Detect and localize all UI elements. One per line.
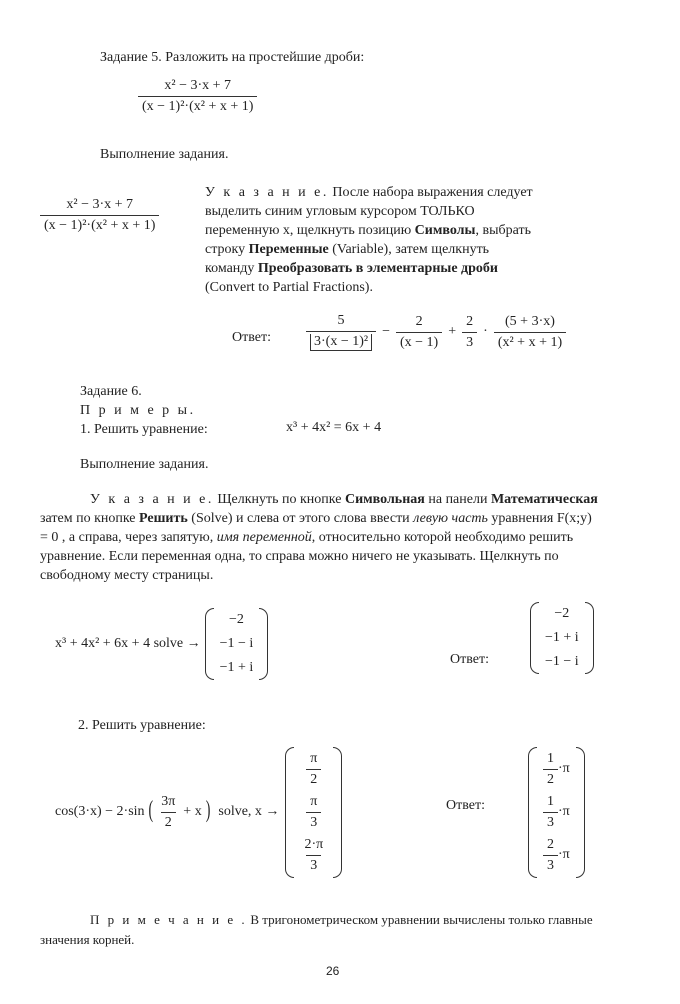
answer2-cell [543, 837, 570, 874]
task6-header [80, 382, 208, 439]
answer2-den: 2 [543, 769, 558, 788]
task6-hint [40, 490, 600, 585]
task6-equation1: x³ + 4x² = 6x + 4 [286, 420, 382, 435]
hint-line1: После набора выражения следует [328, 185, 533, 200]
task5-copy-numerator: x² − 3·x + 7 [66, 197, 134, 212]
answer2-suffix: ·π [558, 847, 570, 862]
task5-execution: Выполнение задания. [100, 147, 229, 162]
task5-copy-denominator: (x − 1)²·(x² + x + 1) [40, 215, 159, 234]
hint-line4-end: (Variable), затем щелкнуть [328, 242, 490, 257]
dot-sign: · [483, 324, 488, 339]
hint-solve: Решить [139, 511, 188, 526]
answer1-vector [530, 602, 594, 674]
answer1-vector-wrap [530, 602, 594, 679]
solve2-lhs: cos(3·x) − 2·sin [55, 804, 145, 819]
answer1-cell: −1 − i [545, 654, 579, 669]
answer-term3-num: 2 [466, 313, 474, 329]
note [40, 910, 593, 950]
solve2-solve: solve, x → [218, 804, 280, 819]
answer2-num: 1 [547, 750, 554, 766]
hint-text-e: затем по кнопке [40, 511, 140, 526]
answer2-suffix: ·π [558, 804, 570, 819]
hint-symbols: Символы [414, 223, 476, 238]
answer2-cell [543, 751, 570, 788]
hint-variable-name: имя переменной [216, 530, 312, 545]
hint-text-c: на панели [424, 492, 488, 507]
answer1-label: Ответ: [450, 652, 489, 667]
hint-line4: строку [205, 242, 249, 257]
page-number: 26 [326, 964, 340, 978]
answer-term4-num: (5 + 3·x) [505, 313, 555, 329]
answer2-suffix: ·π [558, 761, 570, 776]
answer1-cell: −2 [554, 606, 570, 621]
task6-execution: Выполнение задания. [80, 457, 209, 472]
hint-text-k: , относительно которой необходимо решить уравнение. Если переменная одна, то справа можно ничего не указывать. Щелкнуть по свободному месту страницы. [40, 530, 574, 583]
answer2-den: 3 [543, 855, 558, 874]
solve2-frac-num: 3π [161, 793, 176, 809]
task5-hint [205, 183, 533, 297]
hint-line6: (Convert to Partial Fractions). [205, 280, 373, 295]
hint-left-part: левую часть [413, 511, 488, 526]
task6-item2: 2. Решить уравнение: [78, 718, 206, 733]
hint-math-panel: Математическая [490, 492, 598, 507]
hint-text-g: (Solve) и слева от этого слова ввести [187, 511, 414, 526]
answer2-cell [543, 794, 570, 831]
minus-sign: − [382, 324, 390, 339]
note-label: П р и м е ч а н и е . [90, 912, 248, 927]
hint-line2: выделить синим угловым курсором ТОЛЬКО [205, 204, 475, 219]
solve2-frac-den: 2 [161, 812, 176, 831]
answer2-vector [528, 747, 585, 878]
hint-line3: переменную x, щелкнуть позицию [205, 223, 415, 238]
task6-item1: 1. Решить уравнение: [80, 422, 208, 437]
answer-term1-den: 3·(x − 1)² [310, 334, 372, 351]
solve2-cell [306, 751, 321, 788]
solve1-expression [55, 608, 268, 680]
hint-command: Преобразовать в элементарные дроби [257, 261, 498, 276]
hint-line5: команду [205, 261, 258, 276]
answer1-cell: −1 + i [545, 630, 579, 645]
answer2-den: 3 [543, 812, 558, 831]
answer2-label: Ответ: [446, 798, 485, 813]
note-text2: значения корней. [40, 932, 135, 947]
task5-fraction [138, 78, 257, 115]
solve2-expression: cos(3·x) − 2·sin ( $\frac{3\pi}{2}$ + x ) solve, x → $\frac{\pi}{2}$ $\frac{\pi}{3}$ $\frac{2\cdot\pi}{3}$ [55, 737, 342, 887]
task5-answer-label: Ответ: [232, 330, 271, 345]
solve1-cell: −1 − i [219, 636, 254, 651]
solve2-num: π [310, 793, 318, 809]
task5-denominator: (x − 1)²·(x² + x + 1) [138, 96, 257, 115]
answer-term1-num: 5 [337, 313, 345, 328]
solve2-num: π [310, 750, 318, 766]
hint-label: У к а з а н и е. [205, 185, 329, 200]
answer2-vector-wrap [528, 737, 585, 887]
hint-line3-end: , выбрать [475, 223, 531, 238]
task5-heading: Задание 5. Разложить на простейшие дроби: [100, 50, 365, 65]
task6-hint-label: У к а з а н и е. [90, 492, 214, 507]
answer-term3-den: 3 [462, 332, 477, 351]
task6-heading: Задание 6. [80, 384, 142, 399]
solve1-cell: −1 + i [219, 660, 254, 675]
hint-text-a: Щелкнуть по кнопке [213, 492, 345, 507]
solve2-den: 2 [306, 769, 321, 788]
plus-sign: + [448, 324, 457, 339]
task5-fraction-copy [40, 197, 159, 234]
hint-variables: Переменные [248, 242, 329, 257]
solve2-den: 3 [306, 812, 321, 831]
hint-symbolic: Символьная [344, 492, 425, 507]
solve1-cell: −2 [229, 612, 244, 627]
answer2-num: 2 [547, 836, 554, 852]
solve1-lhs: x³ + 4x² + 6x + 4 solve → [55, 636, 201, 651]
task6-examples: П р и м е р ы. [80, 403, 196, 418]
answer-term4-den: (x² + x + 1) [494, 332, 566, 351]
task5-numerator: x² − 3·x + 7 [164, 78, 232, 93]
answer2-num: 1 [547, 793, 554, 809]
solve2-den: 3 [306, 855, 321, 874]
answer-term2-num: 2 [415, 313, 423, 329]
answer-term2-den: (x − 1) [396, 332, 442, 351]
note-text1: В тригонометрическом уравнении вычислены только главные [247, 912, 593, 927]
solve2-cell [300, 837, 327, 874]
solve2-num: 2·π [304, 836, 324, 852]
solve2-cell [306, 794, 321, 831]
hint-text-i: уравнения F(x;y) = 0 , а справа, через запятую, [40, 511, 592, 545]
solve2-result-vector [285, 747, 342, 878]
solve2-plus-x: + x [183, 804, 202, 819]
task5-answer [306, 313, 566, 351]
solve1-result-vector [205, 608, 269, 680]
